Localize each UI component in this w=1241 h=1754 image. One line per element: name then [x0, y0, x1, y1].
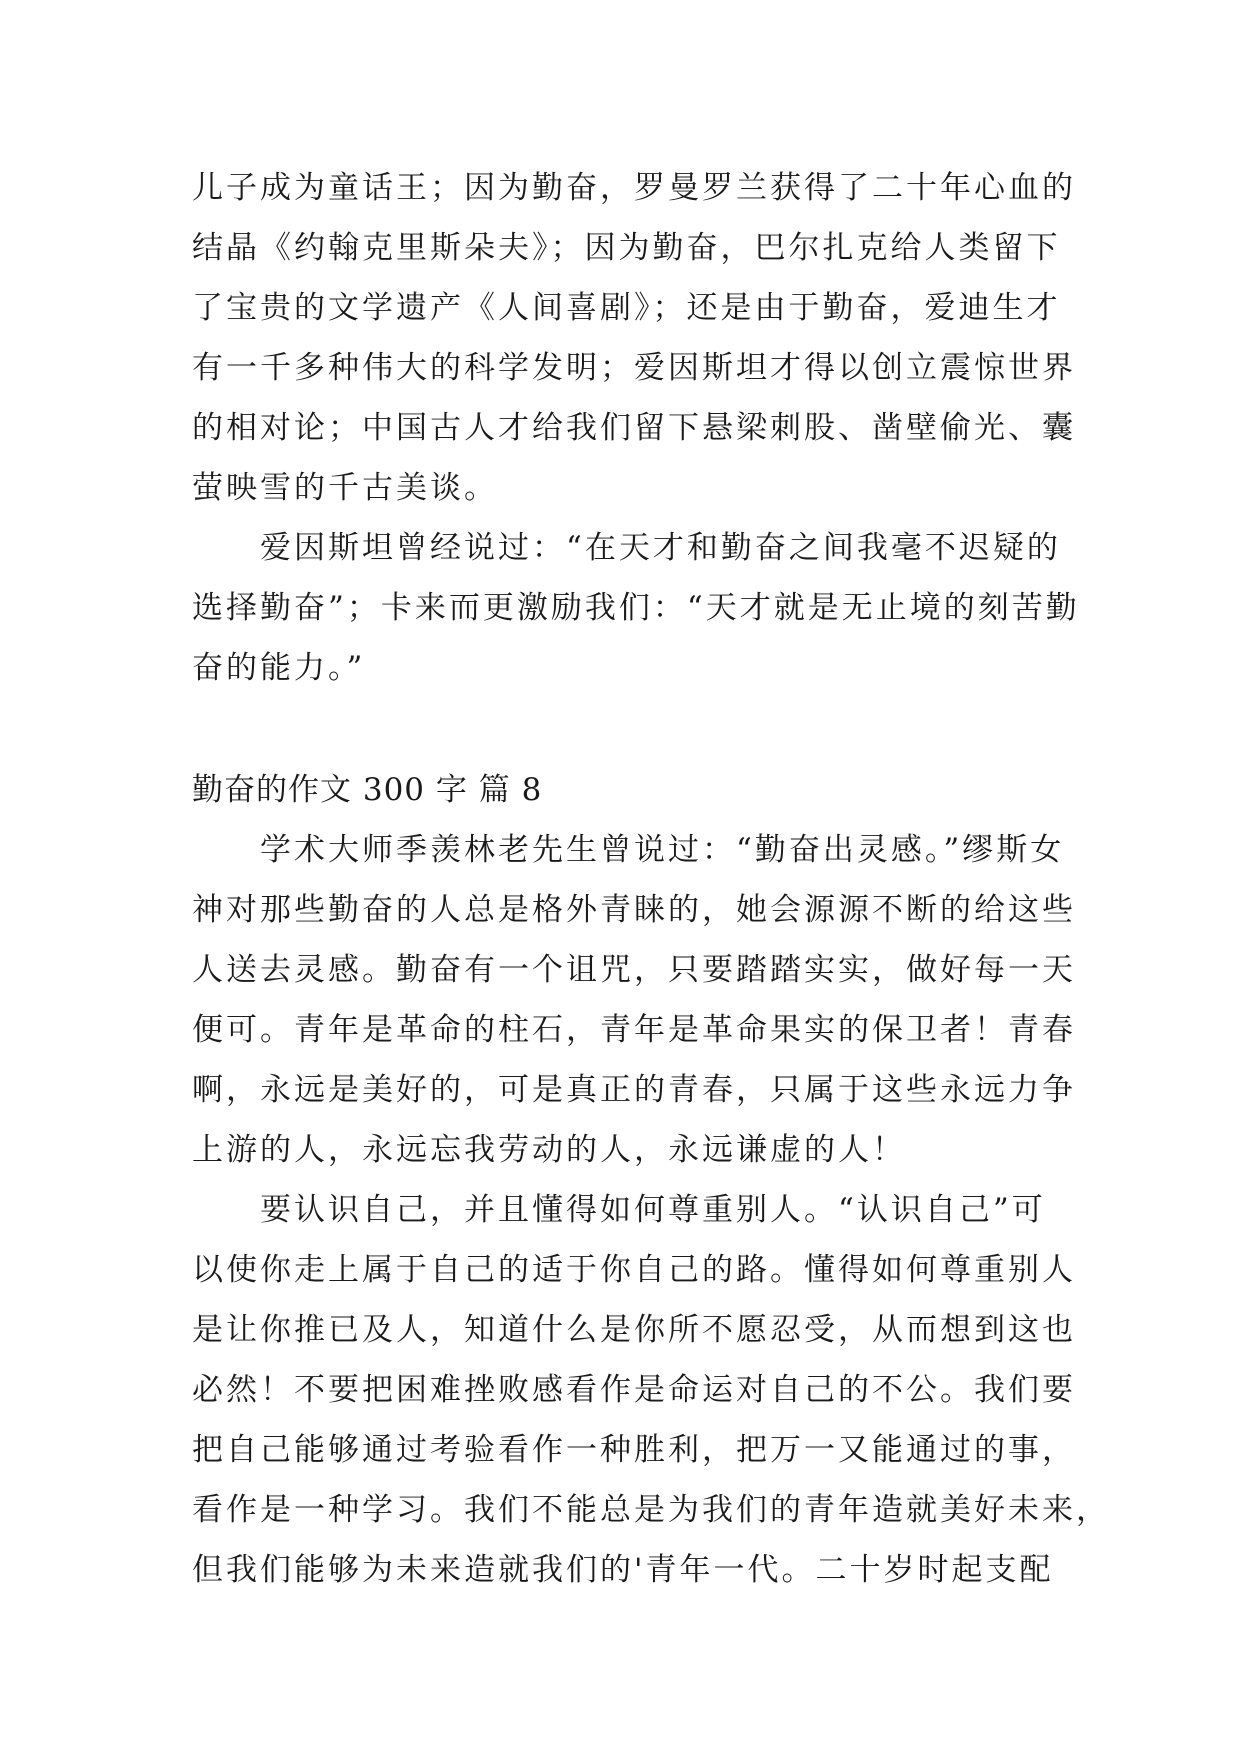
paragraph-einstein-quote [192, 518, 1080, 698]
paragraph-continued [192, 158, 1076, 518]
section-heading: 勤奋的作文 300 字 篇 8 [192, 772, 543, 808]
section-spacer [192, 698, 1052, 760]
text-line: 人送去灵感。勤奋有一个诅咒，只要踏踏实实，做好每一天 [192, 952, 1076, 988]
text-line: 以使你走上属于自己的适于你自己的路。懂得如何尊重别人 [192, 1252, 1076, 1288]
text-line: 萤映雪的千古美谈。 [192, 470, 498, 506]
text-line: 的相对论；中国古人才给我们留下悬梁刺股、凿壁偷光、囊 [192, 410, 1076, 446]
text-line: 有一千多种伟大的科学发明；爱因斯坦才得以创立震惊世界 [192, 350, 1076, 386]
text-line: 结晶《约翰克里斯朵夫》；因为勤奋，巴尔扎克给人类留下 [192, 230, 1061, 266]
text-line: 奋的能力。” [192, 650, 366, 686]
text-line: 把自己能够通过考验看作一种胜利，把万一又能通过的事， [192, 1432, 1076, 1468]
text-line: 神对那些勤奋的人总是格外青睐的，她会源源不断的给这些 [192, 892, 1076, 928]
text-line: 是让你推已及人，知道什么是你所不愿忍受，从而想到这也 [192, 1312, 1076, 1348]
text-line: 上游的人，永远忘我劳动的人，永远谦虚的人！ [192, 1132, 906, 1168]
text-line: 必然！不要把困难挫败感看作是命运对自己的不公。我们要 [192, 1372, 1076, 1408]
text-line: 学术大师季羡林老先生曾说过：“勤奋出灵感。”缪斯女 [260, 832, 1065, 868]
text-line: 便可。青年是革命的柱石，青年是革命果实的保卫者！青春 [192, 1012, 1076, 1048]
text-line: 要认识自己，并且懂得如何尊重别人。“认识自己”可 [260, 1192, 1046, 1228]
text-line: 看作是一种学习。我们不能总是为我们的青年造就美好未来， [192, 1492, 1110, 1528]
text-line: 了宝贵的文学遗产《人间喜剧》；还是由于勤奋，爱迪生才 [192, 290, 1061, 326]
paragraph-inspiration [192, 820, 1076, 1180]
text-line: 爱因斯坦曾经说过：“在天才和勤奋之间我毫不迟疑的 [260, 530, 1061, 566]
text-line: 儿子成为童话王；因为勤奋，罗曼罗兰获得了二十年心血的 [192, 170, 1076, 206]
paragraph-know-yourself [192, 1180, 1110, 1600]
text-line: 选择勤奋”；卡来而更激励我们：“天才就是无止境的刻苦勤 [192, 590, 1080, 626]
text-line: 但我们能够为未来造就我们的'青年一代。二十岁时起支配 [192, 1552, 1054, 1588]
document-body [192, 158, 1110, 1600]
text-line: 啊，永远是美好的，可是真正的青春，只属于这些永远力争 [192, 1072, 1076, 1108]
